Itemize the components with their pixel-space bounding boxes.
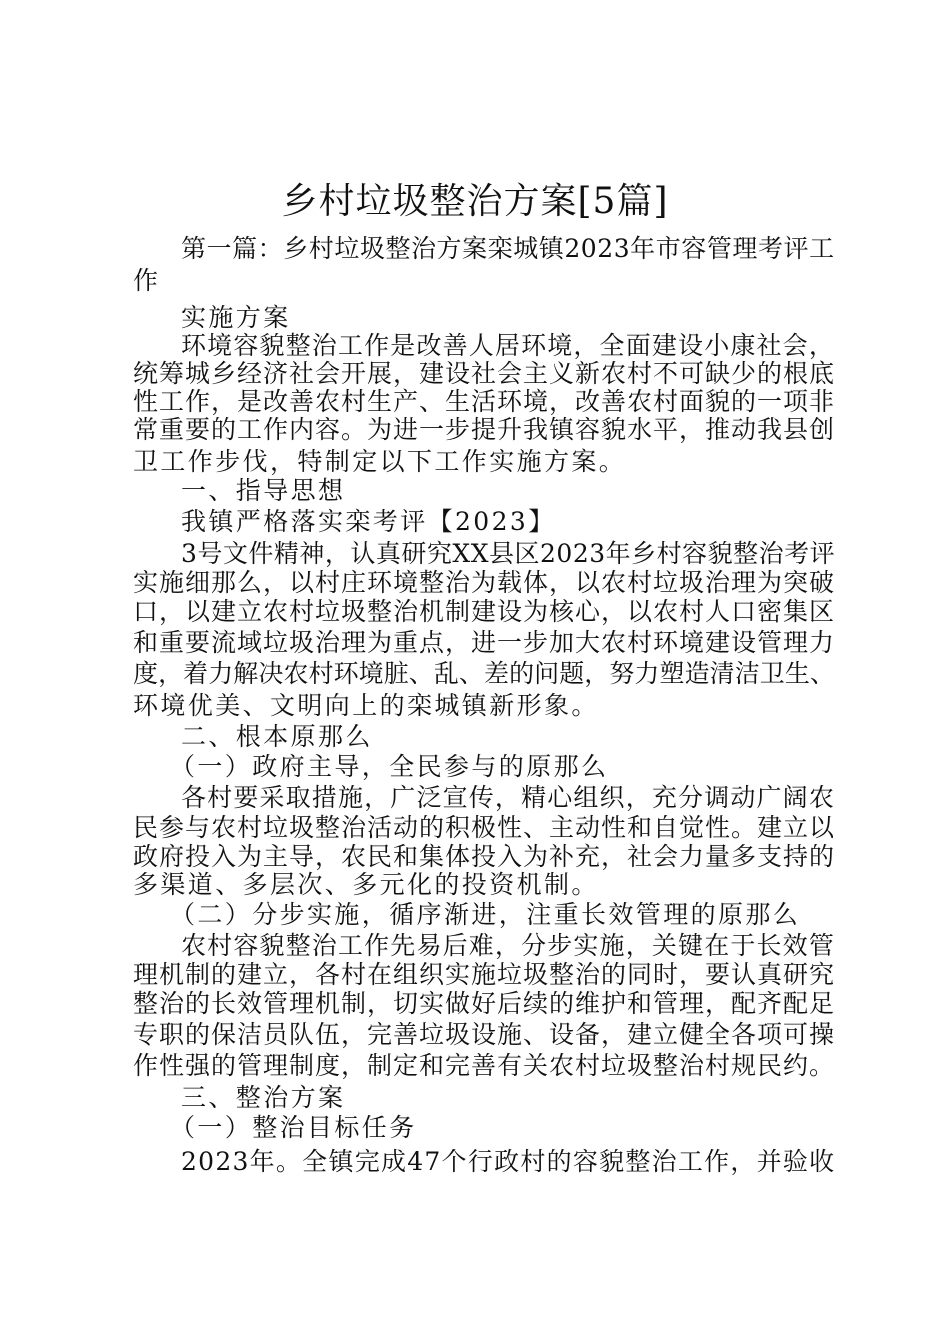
document-line: 统筹城乡经济社会开展，建设社会主义新农村不可缺少的根底 bbox=[133, 359, 836, 388]
document-line: （一）整治目标任务 bbox=[170, 1113, 417, 1142]
document-line: 度，着力解决农村环境脏、乱、差的问题，努力塑造清洁卫生、 bbox=[133, 659, 836, 688]
document-line: 三、整治方案 bbox=[181, 1083, 346, 1112]
document-line: 和重要流域垃圾治理为重点，进一步加大农村环境建设管理力 bbox=[133, 628, 836, 657]
document-line: 农村容貌整治工作先易后难，分步实施，关键在于长效管 bbox=[181, 931, 836, 960]
document-line: 整治的长效管理机制，切实做好后续的维护和管理，配齐配足 bbox=[133, 989, 836, 1018]
document-line: （一）政府主导，全民参与的原那么 bbox=[170, 752, 609, 781]
document-line: 一、指导思想 bbox=[181, 476, 346, 505]
document-line: 作性强的管理制度，制定和完善有关农村垃圾整治村规民约。 bbox=[133, 1051, 836, 1080]
document-line: 各村要采取措施，广泛宣传，精心组织，充分调动广阔农 bbox=[181, 783, 836, 812]
document-line: 政府投入为主导，农民和集体投入为补充，社会力量多支持的 bbox=[133, 842, 836, 871]
document-line: 实施方案 bbox=[181, 303, 291, 332]
document-line: 我镇严格落实栾考评【2023】 bbox=[181, 507, 556, 536]
document-line: 口，以建立农村垃圾整治机制建设为核心，以农村人口密集区 bbox=[133, 597, 836, 626]
document-line: 环境优美、文明向上的栾城镇新形象。 bbox=[133, 691, 599, 720]
document-line: 卫工作步伐，特制定以下工作实施方案。 bbox=[133, 447, 627, 476]
document-line: 二、根本原那么 bbox=[181, 722, 373, 751]
document-line: 2023年。全镇完成47个行政村的容貌整治工作，并验收 bbox=[181, 1147, 836, 1176]
document-title: 乡村垃圾整治方案[5篇] bbox=[281, 181, 669, 222]
document-line: 理机制的建立，各村在组织实施垃圾整治的同时，要认真研究 bbox=[133, 960, 836, 989]
document-line: 多渠道、多层次、多元化的投资机制。 bbox=[133, 870, 599, 899]
document-line: 环境容貌整治工作是改善人居环境，全面建设小康社会， bbox=[181, 331, 836, 360]
document-line: 实施细那么，以村庄环境整治为载体，以农村垃圾治理为突破 bbox=[133, 568, 836, 597]
document-line: 民参与农村垃圾整治活动的积极性、主动性和自觉性。建立以 bbox=[133, 813, 836, 842]
document-line: 专职的保洁员队伍，完善垃圾设施、设备，建立健全各项可操 bbox=[133, 1020, 836, 1049]
document-line: （二）分步实施，循序渐进，注重长效管理的原那么 bbox=[170, 900, 801, 929]
document-line: 作 bbox=[133, 266, 161, 295]
document-line: 性工作，是改善农村生产、生活环境，改善农村面貌的一项非 bbox=[133, 387, 836, 416]
document-line: 第一篇：乡村垃圾整治方案栾城镇2023年市容管理考评工 bbox=[181, 234, 835, 263]
document-line: 3号文件精神，认真研究XX县区2023年乡村容貌整治考评 bbox=[181, 539, 836, 568]
document-line: 常重要的工作内容。为进一步提升我镇容貌水平，推动我县创 bbox=[133, 415, 836, 444]
